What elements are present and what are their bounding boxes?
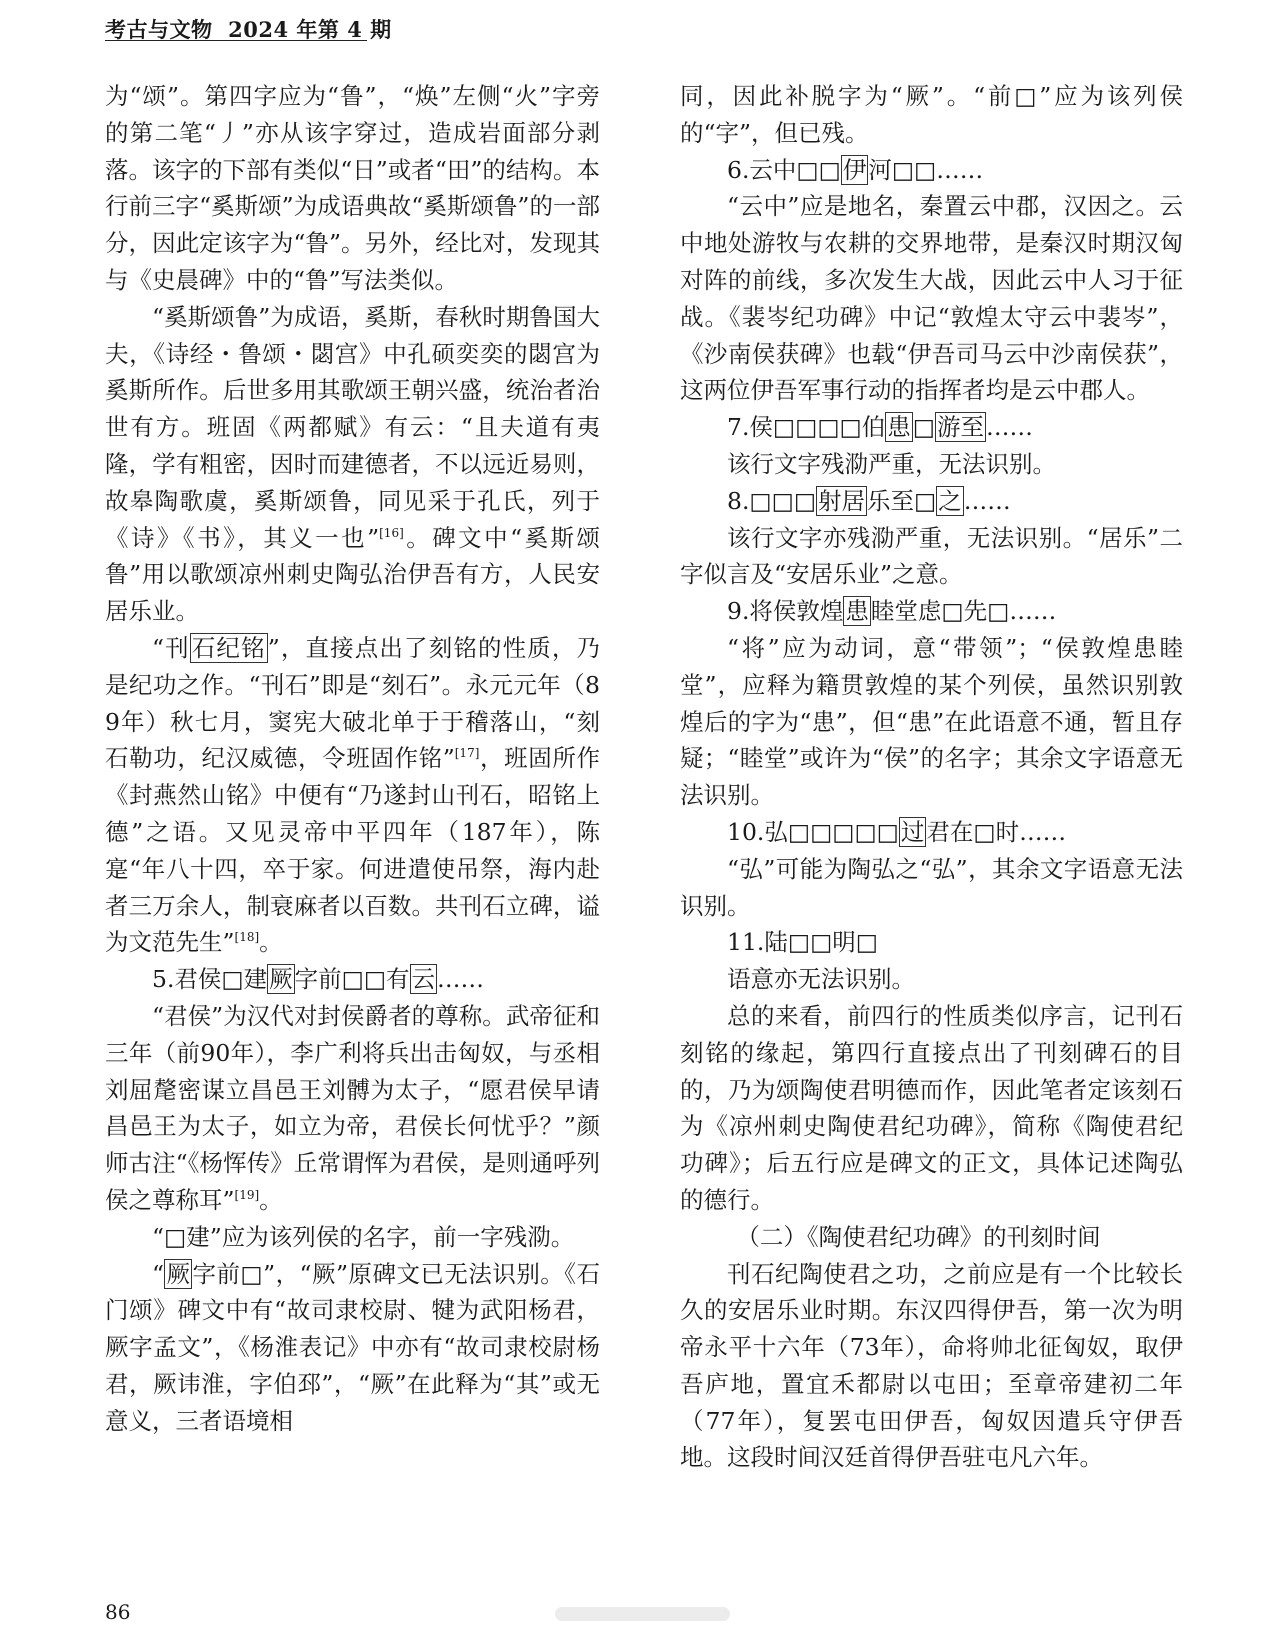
paragraph-text: “君侯”为汉代对封侯爵者的尊称。武帝征和三年（前90年），李广利将兵出击匈奴，与丞相刘屈氂密谋立昌邑王刘髆为太子，“愿君侯早请昌邑王为太子，如立为帝，君侯长何忧乎？”颜师古注“《杨恽传》丘常谓恽为君侯，是则通呼列侯之尊称耳” bbox=[105, 1001, 600, 1214]
header-rule bbox=[105, 40, 367, 41]
paragraph bbox=[105, 630, 600, 961]
inscription-text: 睦堂虑□先□…… bbox=[870, 597, 1057, 626]
paragraph: 为“颂”。第四字应为“鲁”，“焕”左侧“火”字旁的第二笔“丿”亦从该字穿过，造成岩面部分剥落。该字的下部有类似“日”或者“田”的结构。本行前三字“奚斯颂”为成语典故“奚斯颂鲁”的一部分，因此定该字为“鲁”。另外，经比对，发现其与《史晨碑》中的“鲁”写法类似。 bbox=[105, 82, 600, 294]
inscription-text: □ bbox=[912, 413, 935, 442]
left-column bbox=[105, 78, 600, 1439]
paragraph-text: “刊 bbox=[152, 633, 190, 662]
boxed-characters: 之 bbox=[938, 486, 962, 515]
inscription-line-7 bbox=[680, 409, 1183, 446]
boxed-characters: 游至 bbox=[936, 413, 984, 442]
paragraph-text: 字前□”，“厥”原碑文已无法识别。《石门颂》碑文中有“故司隶校尉、犍为武阳杨君，厥字孟文”，《杨淮表记》中亦有“故司隶校尉杨君，厥讳淮，字伯邳”，“厥”在此释为“其”或无意义，三者语境相 bbox=[105, 1259, 600, 1435]
paragraph-text: “奚斯颂鲁”为成语，奚斯，春秋时期鲁国大夫，《诗经・鲁颂・閟宫》中孔硕奕奕的閟宫为奚斯所作。后世多用其歌颂王朝兴盛，统治者治世有方。班固《两都赋》有云：“且夫道有夷隆，学有粗密，因时而建德者，不以远近易则，故皋陶歌虞，奚斯颂鲁，同见采于孔氏，列于《诗》《书》，其义一也” bbox=[105, 302, 600, 552]
paragraph bbox=[105, 998, 600, 1219]
inscription-line-5 bbox=[105, 961, 600, 998]
inscription-line-10 bbox=[680, 814, 1183, 851]
paragraph: “将”应为动词，意“带领”；“侯敦煌患睦堂”，应释为籍贯敦煌的某个列侯，虽然识别敦煌后的字为“患”，但“患”在此语意不通，暂且存疑；“睦堂”或许为“侯”的名字；其余文字语意无法识别。 bbox=[680, 633, 1183, 810]
paragraph-text: ，班固所作《封燕然山铭》中便有“乃遂封山刊石，昭铭上德”之语。又见灵帝中平四年（187年），陈寔“年八十四，卒于家。何进遣使吊祭，海内赴者三万余人，制衰麻者以百数。共刊石立碑，谥为文范先生” bbox=[105, 744, 601, 957]
inscription-text: 河□□…… bbox=[868, 155, 984, 184]
paragraph: 刊石纪陶使君之功，之前应是有一个比较长久的安居乐业时期。东汉四得伊吾，第一次为明帝永平十六年（73年），命将帅北征匈奴，取伊吾庐地，置宜禾都尉以屯田；至章帝建初二年（77年），复罢屯田伊吾，匈奴因遣兵守伊吾地。这段时间汉廷首得伊吾驻屯凡六年。 bbox=[680, 1259, 1183, 1472]
section-heading: （二）《陶使君纪功碑》的刊刻时间 bbox=[736, 1222, 1101, 1251]
paragraph-text: 。 bbox=[259, 1185, 283, 1214]
inscription-text: …… bbox=[985, 413, 1033, 442]
boxed-characters: 云 bbox=[411, 965, 436, 994]
reference-mark: [17] bbox=[454, 746, 480, 761]
inscription-text: 君在□时…… bbox=[926, 817, 1067, 846]
paragraph: “云中”应是地名，秦置云中郡，汉因之。云中地处游牧与农耕的交界地带，是秦汉时期汉匈对阵的前线，多次发生大战，因此云中人习于征战。《裴岑纪功碑》中记“敦煌太守云中裴岑”，《沙南侯获碑》也载“伊吾司马云中沙南侯获”，这两位伊吾军事行动的指挥者均是云中郡人。 bbox=[680, 192, 1183, 405]
watermark bbox=[555, 1607, 730, 1621]
reference-mark: [18] bbox=[234, 930, 260, 945]
boxed-characters: 厥 bbox=[269, 965, 293, 994]
inscription-line-6 bbox=[680, 152, 1183, 189]
paragraph: 语意亦无法识别。 bbox=[727, 965, 915, 994]
page-number: 86 bbox=[105, 1600, 131, 1624]
inscription-text: …… bbox=[963, 486, 1011, 515]
inscription-line-8 bbox=[680, 483, 1183, 520]
boxed-characters: 厥 bbox=[166, 1259, 191, 1288]
paragraph-text: “ bbox=[152, 1259, 165, 1288]
paragraph: “□建”应为该列侯的名字，前一字残泐。 bbox=[152, 1222, 575, 1251]
inscription-line-11: 11.陆□□明□ bbox=[727, 928, 878, 957]
boxed-characters: 射居 bbox=[818, 486, 866, 515]
boxed-characters: 患 bbox=[887, 413, 911, 442]
paragraph: 同，因此补脱字为“厥”。“前□”应为该列侯的“字”，但已残。 bbox=[680, 82, 1183, 147]
journal-issue: 2024 年第 4 期 bbox=[228, 17, 392, 42]
paragraph: 该行文字亦残泐严重，无法识别。“居乐”二字似言及“安居乐业”之意。 bbox=[680, 523, 1183, 589]
paragraph: “弘”可能为陶弘之“弘”，其余文字语意无法识别。 bbox=[680, 854, 1183, 920]
reference-mark: [16] bbox=[379, 525, 404, 540]
paragraph bbox=[105, 1256, 600, 1440]
inscription-text: 字前□□有 bbox=[294, 965, 410, 994]
paragraph bbox=[105, 299, 600, 630]
journal-title: 考古与文物 bbox=[105, 17, 213, 42]
paragraph-text: 。 bbox=[259, 928, 283, 957]
boxed-characters: 伊 bbox=[842, 155, 867, 184]
boxed-characters: 过 bbox=[900, 817, 925, 846]
paragraph-text: 。碑文中“奚斯颂鲁”用以歌颂凉州刺史陶弘治伊吾有方，人民安居乐业。 bbox=[105, 523, 600, 626]
inscription-line-9 bbox=[680, 593, 1183, 630]
inscription-text: 10.弘□□□□□ bbox=[727, 817, 899, 846]
boxed-characters: 石纪铭 bbox=[191, 633, 266, 662]
inscription-text: 8.□□□ bbox=[727, 486, 817, 515]
inscription-text: 5.君侯□建 bbox=[152, 965, 268, 994]
inscription-text: …… bbox=[437, 965, 485, 994]
reference-mark: [19] bbox=[234, 1187, 260, 1202]
paragraph-text: ”，直接点出了刻铭的性质，乃是纪功之作。“刊石”即是“刻石”。永元元年（89年）秋七月，窦宪大破北单于于稽落山，“刻石勒功，纪汉威德，令班固作铭” bbox=[105, 633, 601, 773]
inscription-text: 9.将侯敦煌 bbox=[727, 597, 844, 626]
boxed-characters: 患 bbox=[845, 597, 869, 626]
paragraph: 总的来看，前四行的性质类似序言，记刊石刻铭的缘起，第四行直接点出了刊刻碑石的目的，乃为颂陶使君明德而作，因此笔者定该刻石为《凉州刺史陶使君纪功碑》，简称《陶使君纪功碑》；后五行应是碑文的正文，具体记述陶弘的德行。 bbox=[680, 1001, 1183, 1214]
inscription-text: 7.侯□□□□伯 bbox=[727, 413, 886, 442]
right-column bbox=[680, 78, 1183, 1476]
paragraph: 该行文字残泐严重，无法识别。 bbox=[727, 449, 1056, 478]
inscription-text: 乐至□ bbox=[867, 486, 937, 515]
inscription-text: 6.云中□□ bbox=[727, 155, 841, 184]
